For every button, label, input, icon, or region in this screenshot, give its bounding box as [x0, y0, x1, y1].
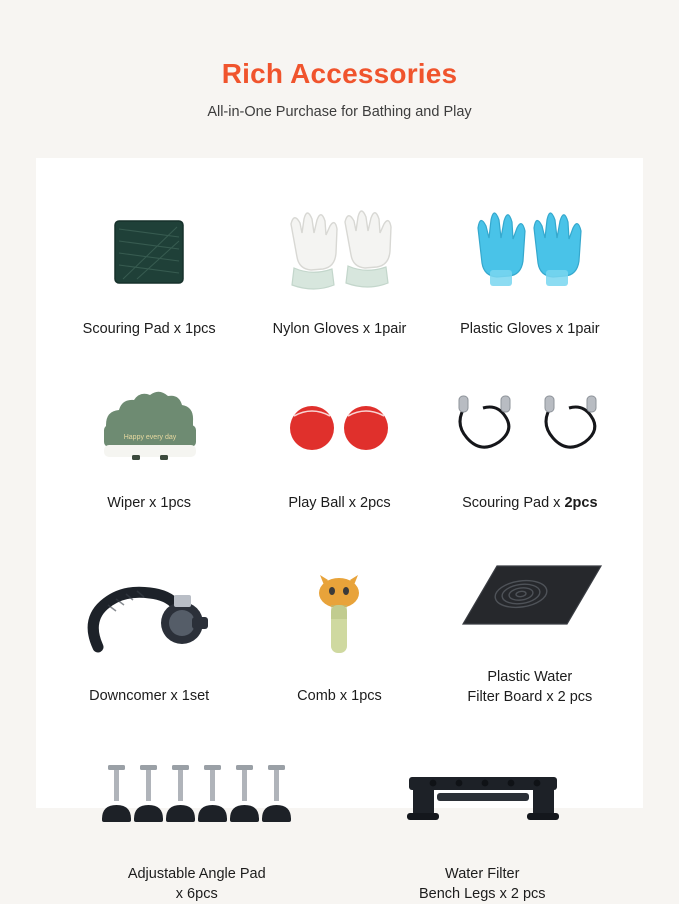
accessories-grid: [36, 158, 643, 904]
accessory-label-text: Scouring Pad x: [462, 495, 565, 511]
accessory-label-line2: Filter Board x 2 pcs: [467, 688, 593, 705]
filter-board-icon: [435, 544, 625, 656]
leash-rope-icon: [435, 370, 625, 482]
accessory-item-play-ball: [244, 370, 434, 514]
accessory-item-filter-board: [435, 544, 625, 707]
accessory-label: [467, 668, 592, 707]
accessories-row: [54, 196, 625, 340]
accessory-item-scouring-pad-2: [435, 370, 625, 514]
accessory-label: Wiper x 1pcs: [107, 495, 192, 511]
accessories-card: [36, 158, 643, 902]
accessory-label: Downcomer x 1set: [89, 688, 210, 705]
svg-text:Happy every day: Happy every day: [123, 434, 177, 441]
accessory-label-line2: Bench Legs x 2 pcs: [418, 885, 546, 902]
page-header: [0, 0, 679, 120]
accessory-label: [419, 865, 546, 904]
accessory-label-count: 2pcs: [564, 495, 598, 511]
accessory-item-plastic-gloves: [435, 196, 625, 340]
angle-pad-icon: [54, 741, 340, 853]
bench-legs-icon: [340, 741, 626, 853]
comb-icon: [244, 563, 434, 675]
accessory-item-bench-legs: [340, 741, 626, 904]
accessory-item-comb: [244, 544, 434, 707]
accessory-label-line1: Plastic Water: [487, 669, 573, 685]
accessory-label: [128, 865, 266, 904]
accessories-row: [54, 741, 625, 904]
accessories-row: [54, 544, 625, 707]
accessory-item-angle-pad: [54, 741, 340, 904]
scouring-pad-icon: [54, 196, 244, 308]
accessory-label: Plastic Gloves x 1pair: [460, 321, 600, 337]
wiper-icon: [54, 370, 244, 482]
accessory-label: [462, 494, 597, 514]
accessory-label: Comb x 1pcs: [297, 688, 382, 705]
accessory-label-line1: Adjustable Angle Pad: [127, 866, 266, 883]
accessory-label: Play Ball x 2pcs: [288, 495, 391, 511]
accessory-label-line1: Water Filter: [445, 866, 520, 883]
accessory-item-nylon-gloves: [244, 196, 434, 340]
plastic-gloves-icon: [435, 196, 625, 308]
accessory-label: Scouring Pad x 1pcs: [82, 321, 216, 337]
nylon-gloves-icon: [244, 196, 434, 308]
accessory-item-downcomer: [54, 544, 244, 707]
accessory-label-line2: x 6pcs: [175, 885, 218, 902]
downcomer-icon: [54, 563, 244, 675]
accessory-item-scouring-pad: [54, 196, 244, 340]
accessory-label: Nylon Gloves x 1pair: [272, 321, 407, 337]
page-title: Rich Accessories: [221, 58, 458, 89]
accessories-row: [54, 370, 625, 514]
accessory-item-wiper: [54, 370, 244, 514]
page-subtitle: All-in-One Purchase for Bathing and Play: [207, 104, 472, 120]
play-ball-icon: [244, 370, 434, 482]
